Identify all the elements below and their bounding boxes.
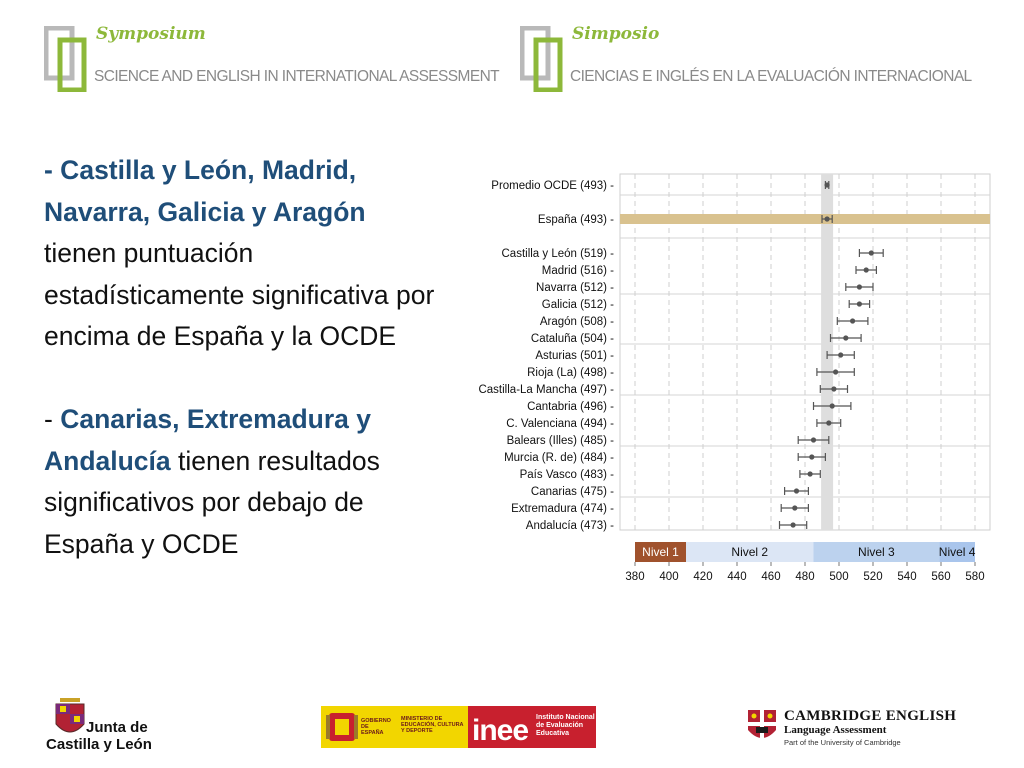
x-tick-label-3: 440 [727,571,747,583]
row-label-8: Asturias (501) - [535,350,614,362]
inee-wordmark: inee [472,714,529,747]
spain-highlight-bar [620,214,990,224]
row-label-9: Rioja (La) (498) - [527,367,614,379]
data-point-4 [857,284,862,289]
data-point-0 [825,182,830,187]
coat-of-arms-icon [52,696,88,740]
row-label-2: Castilla y León (519) - [501,248,614,260]
data-point-9 [833,369,838,374]
ministerio-text: MINISTERIO DE EDUCACIÓN, CULTURA Y DEPORTE [401,716,464,734]
header-right-subtitle: CIENCIAS E INGLÉS EN LA EVALUACIÓN INTERNACIONAL [570,68,972,85]
header-right [520,22,980,92]
row-label-14: Murcia (R. de) (484) - [504,452,614,464]
level-label-3: Nivel 4 [938,545,976,559]
data-point-17 [792,505,797,510]
x-tick-label-7: 520 [863,571,883,583]
row-label-17: Extremadura (474) - [511,503,614,515]
junta-line1: Junta de [86,719,148,736]
row-label-15: País Vasco (483) - [519,469,614,481]
row-label-12: C. Valenciana (494) - [506,418,614,430]
header-left [44,22,500,92]
cambridge-shield-icon [746,708,778,746]
data-point-11 [830,403,835,408]
x-tick-label-0: 380 [625,571,645,583]
x-tick-label-10: 580 [965,571,985,583]
data-point-1 [825,216,830,221]
gobierno-logo [321,706,469,748]
header-left-subtitle: SCIENCE AND ENGLISH IN INTERNATIONAL ASSESSMENT [94,68,500,85]
junta-logo [46,690,166,760]
junta-line2: Castilla y León [46,736,152,753]
data-point-6 [850,318,855,323]
row-label-4: Navarra (512) - [536,282,614,294]
header-right-title: Simposio [572,24,660,44]
data-point-15 [808,471,813,476]
cambridge-logo [746,706,976,750]
paragraph-above-highlight: - Castilla y León, Madrid, Navarra, Galicia y Aragón [44,155,366,227]
row-label-16: Canarias (475) - [530,486,614,498]
level-label-0: Nivel 1 [642,545,679,559]
row-label-13: Balears (Illes) (485) - [506,435,614,447]
row-label-6: Aragón (508) - [539,316,614,328]
row-label-10: Castilla-La Mancha (497) - [478,384,614,396]
paragraph-below [44,399,444,565]
row-label-3: Madrid (516) - [541,265,614,277]
header-left-title: Symposium [96,24,206,44]
data-point-12 [826,420,831,425]
paragraph-above [44,150,444,358]
data-point-14 [809,454,814,459]
level-label-2: Nivel 3 [858,545,895,559]
row-label-0: Promedio OCDE (493) - [491,180,614,192]
row-label-18: Andalucía (473) - [525,520,614,532]
row-label-5: Galicia (512) - [541,299,614,311]
gobierno-text: GOBIERNO DE ESPAÑA [361,718,391,736]
pisa-scores-chart [472,166,1002,596]
plot-panel [620,174,990,530]
data-point-3 [864,267,869,272]
inee-logo [468,706,596,748]
data-point-2 [869,250,874,255]
paragraph-below-rest: tienen resultados significativos por debajo de España y OCDE [44,445,380,559]
x-tick-label-9: 560 [931,571,951,583]
cambridge-subtitle2: Part of the University of Cambridge [784,738,901,747]
data-point-16 [794,488,799,493]
level-label-1: Nivel 2 [731,545,769,559]
cambridge-subtitle: Language Assessment [784,724,887,736]
data-point-10 [831,386,836,391]
x-tick-label-1: 400 [659,571,679,583]
cambridge-title: CAMBRIDGE ENGLISH [784,708,957,724]
data-point-5 [857,301,862,306]
row-label-11: Cantabria (496) - [527,401,614,413]
spain-shield-icon [325,709,359,745]
x-tick-label-8: 540 [897,571,917,583]
data-point-13 [811,437,816,442]
body-text [44,150,444,565]
data-point-18 [791,522,796,527]
x-tick-label-2: 420 [693,571,713,583]
row-label-7: Cataluña (504) - [530,333,614,345]
data-point-8 [838,352,843,357]
symposium-logo-icon [44,26,88,92]
paragraph-above-rest: tienen puntuación estadísticamente significativa por encima de España y la OCDE [44,238,435,351]
row-label-1: España (493) - [537,214,614,226]
x-tick-label-5: 480 [795,571,815,583]
paragraph-below-prefix: - [44,404,61,434]
data-point-7 [843,335,848,340]
x-tick-label-4: 460 [761,571,781,583]
simposio-logo-icon [520,26,564,92]
paragraph-below-highlight: Canarias, Extremadura y Andalucía [44,404,371,476]
inee-caption: Instituto Nacional de Evaluación Educativa [536,714,595,737]
x-tick-label-6: 500 [829,571,849,583]
